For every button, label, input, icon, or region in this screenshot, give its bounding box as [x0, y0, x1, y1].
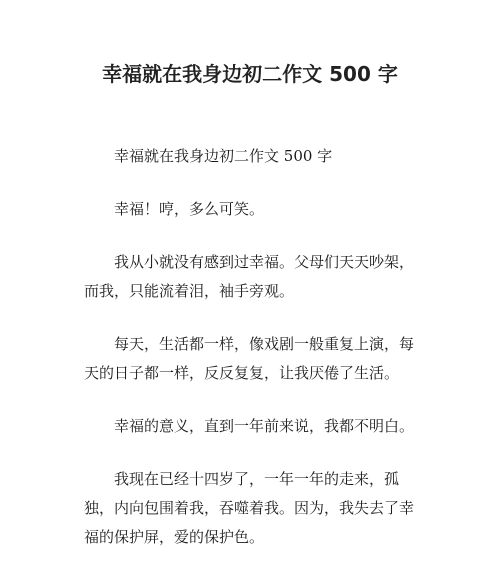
document-body: [84, 142, 424, 565]
paragraph: 幸福的意义，直到一年前来说，我都不明白。: [114, 417, 415, 435]
paragraph: 幸福！哼，多么可笑。: [114, 200, 265, 218]
paragraph: 我从小就没有感到过幸福。父母们天天吵架，而我，只能流着泪，袖手旁观。: [84, 253, 415, 300]
document-title: 幸福就在我身边初二作文 500 字: [102, 62, 398, 86]
paragraph: 每天，生活都一样，像戏剧一般重复上演，每天的日子都一样，反反复复，让我厌倦了生活。: [84, 335, 415, 382]
paragraph: 我现在已经十四岁了，一年一年的走来，孤独，内向包围着我，吞噬着我。因为，我失去了幸福的保护屏，爱的保护色。: [84, 470, 415, 546]
paragraph: 幸福就在我身边初二作文 500 字: [114, 147, 333, 165]
